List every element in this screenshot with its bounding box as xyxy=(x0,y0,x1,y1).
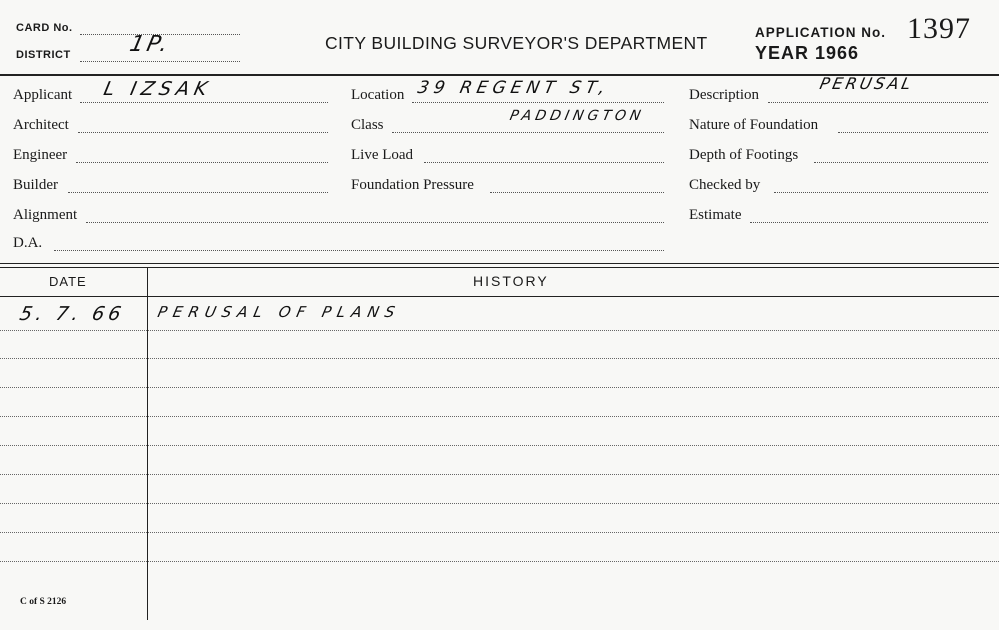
architect-line xyxy=(78,132,328,133)
history-ruled-line xyxy=(0,561,999,562)
history-ruled-line xyxy=(0,330,999,331)
da-line xyxy=(54,250,664,251)
district-value: 1P. xyxy=(127,32,173,57)
history-ruled-line xyxy=(0,532,999,533)
builder-label: Builder xyxy=(13,177,58,193)
foundation-pressure-line xyxy=(490,192,664,193)
live-load-label: Live Load xyxy=(351,147,414,163)
alignment-line xyxy=(86,222,664,223)
district-label: DISTRICT xyxy=(16,49,71,61)
nature-of-foundation-line xyxy=(838,132,988,133)
history-row-entry: PERUSAL OF PLANS xyxy=(156,303,403,321)
depth-of-footings-line xyxy=(814,162,988,163)
location-value: 39 REGENT ST, xyxy=(415,78,612,98)
history-ruled-line xyxy=(0,445,999,446)
history-header-rule xyxy=(0,296,999,297)
foundation-pressure-label: Foundation Pressure xyxy=(351,177,474,193)
district-line xyxy=(80,61,240,62)
year-label: YEAR 1966 xyxy=(755,43,860,63)
class-line xyxy=(392,132,664,133)
description-value: PERUSAL xyxy=(817,74,916,93)
description-line xyxy=(768,102,988,103)
history-top-rule-1 xyxy=(0,263,999,264)
location-line xyxy=(412,102,664,103)
class-label: Class xyxy=(351,117,384,133)
history-ruled-line xyxy=(0,387,999,388)
checked-by-line xyxy=(774,192,988,193)
applicant-value: L IZSAK xyxy=(101,78,215,100)
applicant-line xyxy=(80,102,328,103)
depth-of-footings-label: Depth of Footings xyxy=(689,147,799,163)
history-ruled-line xyxy=(0,416,999,417)
engineer-line xyxy=(76,162,328,163)
history-ruled-line xyxy=(0,474,999,475)
history-header: HISTORY xyxy=(473,273,549,289)
builder-line xyxy=(68,192,328,193)
history-top-rule-2 xyxy=(0,267,999,268)
card-no-label: CARD No. xyxy=(16,22,73,34)
application-no-label: APPLICATION No. xyxy=(755,25,886,40)
date-header: DATE xyxy=(49,274,87,289)
alignment-label: Alignment xyxy=(13,207,78,223)
estimate-line xyxy=(750,222,988,223)
estimate-label: Estimate xyxy=(689,207,742,223)
da-label: D.A. xyxy=(13,235,43,251)
applicant-label: Applicant xyxy=(13,87,73,103)
nature-of-foundation-label: Nature of Foundation xyxy=(689,117,819,133)
history-ruled-line xyxy=(0,503,999,504)
live-load-line xyxy=(424,162,664,163)
form-code: C of S 2126 xyxy=(20,597,67,607)
location-label: Location xyxy=(351,87,405,103)
architect-label: Architect xyxy=(13,117,69,133)
engineer-label: Engineer xyxy=(13,147,68,163)
date-column-divider xyxy=(147,267,148,620)
class-value: PADDINGTON xyxy=(508,108,647,124)
application-no-value: 1397 xyxy=(907,12,971,45)
department-title: CITY BUILDING SURVEYOR'S DEPARTMENT xyxy=(325,33,708,53)
description-label: Description xyxy=(689,87,759,103)
history-row-date: 5. 7. 66 xyxy=(17,303,127,325)
history-ruled-line xyxy=(0,358,999,359)
checked-by-label: Checked by xyxy=(689,177,761,193)
